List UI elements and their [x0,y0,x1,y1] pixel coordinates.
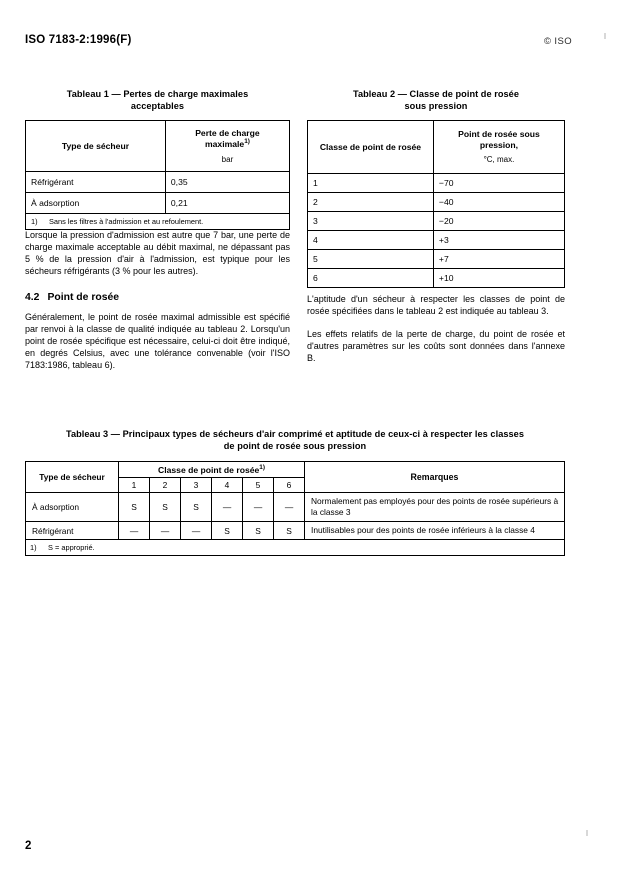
table-2-header-dewpoint-line-1: Point de rosée sous [458,128,540,139]
table-1-caption-line-2: acceptables [130,101,185,112]
table-1 [25,120,290,230]
table-1-footnote-mark: 1) [31,217,38,227]
table-1-caption-line-1: Tableau 1 — Pertes de charge maximales [66,89,249,99]
table-1-row-1-type: À adsorption [26,193,166,214]
table-3-header-classe-span [119,462,305,478]
table-1-row-1-value: 0,21 [165,193,289,214]
table-1-header-unit: bar [221,154,234,164]
table-2-row-3-point: +3 [433,231,564,250]
table-3-header-row-1 [26,462,565,478]
table-3-header-class-5: 5 [243,478,274,493]
table-3-header-class-4: 4 [212,478,243,493]
running-header [25,34,594,50]
table-3-footnote [26,540,565,556]
table-3-row-1-mark-6: S [274,522,305,540]
table-2-row-0-classe: 1 [308,174,434,193]
table-1-header-loss-line-2: maximale [205,138,245,149]
table-row [308,193,565,212]
table-2-row-5-classe: 6 [308,269,434,288]
table-row [26,193,290,214]
table-2-row-5-point: +10 [433,269,564,288]
table-3-row-1-mark-5: S [243,522,274,540]
table-2-caption [307,88,565,112]
table-2-row-1-point: −40 [433,193,564,212]
left-paragraph-1: Lorsque la pression d'admission est autre que 7 bar, une perte de charge maximale acceptable au débit maximal, ne dépassant pas 5 % de la pression d'air à l'admission, est typique pour les sécheurs réfrigérants (3 % pour les autres). [25,230,290,276]
table-3-header-class-6: 6 [274,478,305,493]
scan-speck [586,830,588,836]
right-paragraph-2: Les effets relatifs de la perte de charge, du point de rosée et d'autres paramètres sur les coûts sont données dans l'annexe B. [307,328,565,363]
table-row [308,250,565,269]
table-3-footnote-row [26,540,565,556]
table-3-header-footnote-mark: 1) [259,464,265,472]
copyright-notice: © ISO [543,36,572,47]
left-paragraph-2: Généralement, le point de rosée maximal admissible est spécifié par renvoi à la classe de qualité indiquée au tableau 2. Lorsqu'un point de rosée spécifique est nécessaire, celui-ci doit être indiqué, en degrés Celsius, avec une tolérance convenable (voir l'ISO 7183:1986, tableau 6). [25,311,290,370]
table-3-header-class-1: 1 [119,478,150,493]
table-3-footnote-text: S = approprié. [48,543,95,553]
table-3-row-1-type: Réfrigérant [26,522,119,540]
table-2-header-classe: Classe de point de rosée [308,121,434,174]
table-2-row-4-point: +7 [433,250,564,269]
table-3-caption-line-1: Tableau 3 — Principaux types de sécheurs d'air comprimé et aptitude de ceux-ci à respecter les classes [65,429,524,439]
table-2-header-dewpoint [433,121,564,174]
table-2-row-2-classe: 3 [308,212,434,231]
page-number: 2 [25,840,32,852]
table-1-block [25,88,290,230]
section-number: 4.2 [25,291,40,303]
table-row [26,522,565,540]
table-2-row-3-classe: 4 [308,231,434,250]
table-2-header-unit: °C, max. [483,155,515,165]
table-2-block [307,88,565,288]
section-title: Point de rosée [47,291,120,303]
table-2-row-4-classe: 5 [308,250,434,269]
table-3-header-classe-span-text: Classe de point de rosée [158,465,260,476]
table-1-row-0-value: 0,35 [165,172,289,193]
section-heading-4-2 [25,292,290,303]
table-1-footnote [26,214,290,230]
table-3 [25,461,565,556]
table-3-row-1-mark-1: — [119,522,150,540]
right-paragraph-1: L'aptitude d'un sécheur à respecter les classes de point de rosée spécifiées dans le tableau 2 est indiquée au tableau 3. [307,294,565,316]
table-3-row-0-mark-4: — [212,493,243,522]
table-3-caption-line-2: de point de rosée sous pression [223,441,367,452]
table-3-row-1-mark-2: — [150,522,181,540]
table-3-caption [25,428,565,452]
table-1-header-row [26,121,290,172]
table-3-row-0-mark-2: S [150,493,181,522]
table-3-footnote-mark: 1) [30,543,37,553]
table-2-row-1-classe: 2 [308,193,434,212]
table-row [308,212,565,231]
table-1-footnote-row [26,214,290,230]
table-row [308,231,565,250]
table-row [26,172,290,193]
table-3-row-0-mark-6: — [274,493,305,522]
table-1-row-0-type: Réfrigérant [26,172,166,193]
table-3-row-1-remark: Inutilisables pour des points de rosée inférieurs à la classe 4 [305,522,565,540]
table-3-row-1-mark-4: S [212,522,243,540]
table-2-row-0-point: −70 [433,174,564,193]
table-3-header-remarques: Remarques [305,462,565,493]
table-3-header-class-2: 2 [150,478,181,493]
right-column-text [307,294,565,376]
table-3-header-type: Type de sécheur [26,462,119,493]
table-2-caption-line-1: Tableau 2 — Classe de point de rosée [352,89,520,99]
table-2-caption-line-2: sous pression [404,101,468,112]
table-row [308,269,565,288]
document-number: ISO 7183-2:1996(F) [25,34,132,46]
table-1-header-type: Type de sécheur [26,121,166,172]
table-3-block [25,428,565,556]
table-1-header-footnote-mark: 1) [244,137,250,145]
table-3-row-0-mark-5: — [243,493,274,522]
table-2 [307,120,565,288]
table-1-header-loss [165,121,289,172]
table-3-row-1-mark-3: — [181,522,212,540]
table-3-row-0-mark-1: S [119,493,150,522]
table-3-row-0-remark: Normalement pas employés pour des points de rosée supérieurs à la classe 3 [305,493,565,522]
table-2-row-2-point: −20 [433,212,564,231]
table-1-header-loss-line-1: Perte de charge [195,128,260,139]
scan-speck [604,33,606,39]
table-2-header-row [308,121,565,174]
table-1-caption [25,88,290,112]
table-row [308,174,565,193]
left-column-text [25,230,290,383]
table-2-header-dewpoint-line-2: pression, [479,140,519,151]
table-1-footnote-text: Sans les filtres à l'admission et au refoulement. [49,217,204,227]
table-3-row-0-mark-3: S [181,493,212,522]
table-3-row-0-type: À adsorption [26,493,119,522]
table-row [26,493,565,522]
table-3-header-class-3: 3 [181,478,212,493]
